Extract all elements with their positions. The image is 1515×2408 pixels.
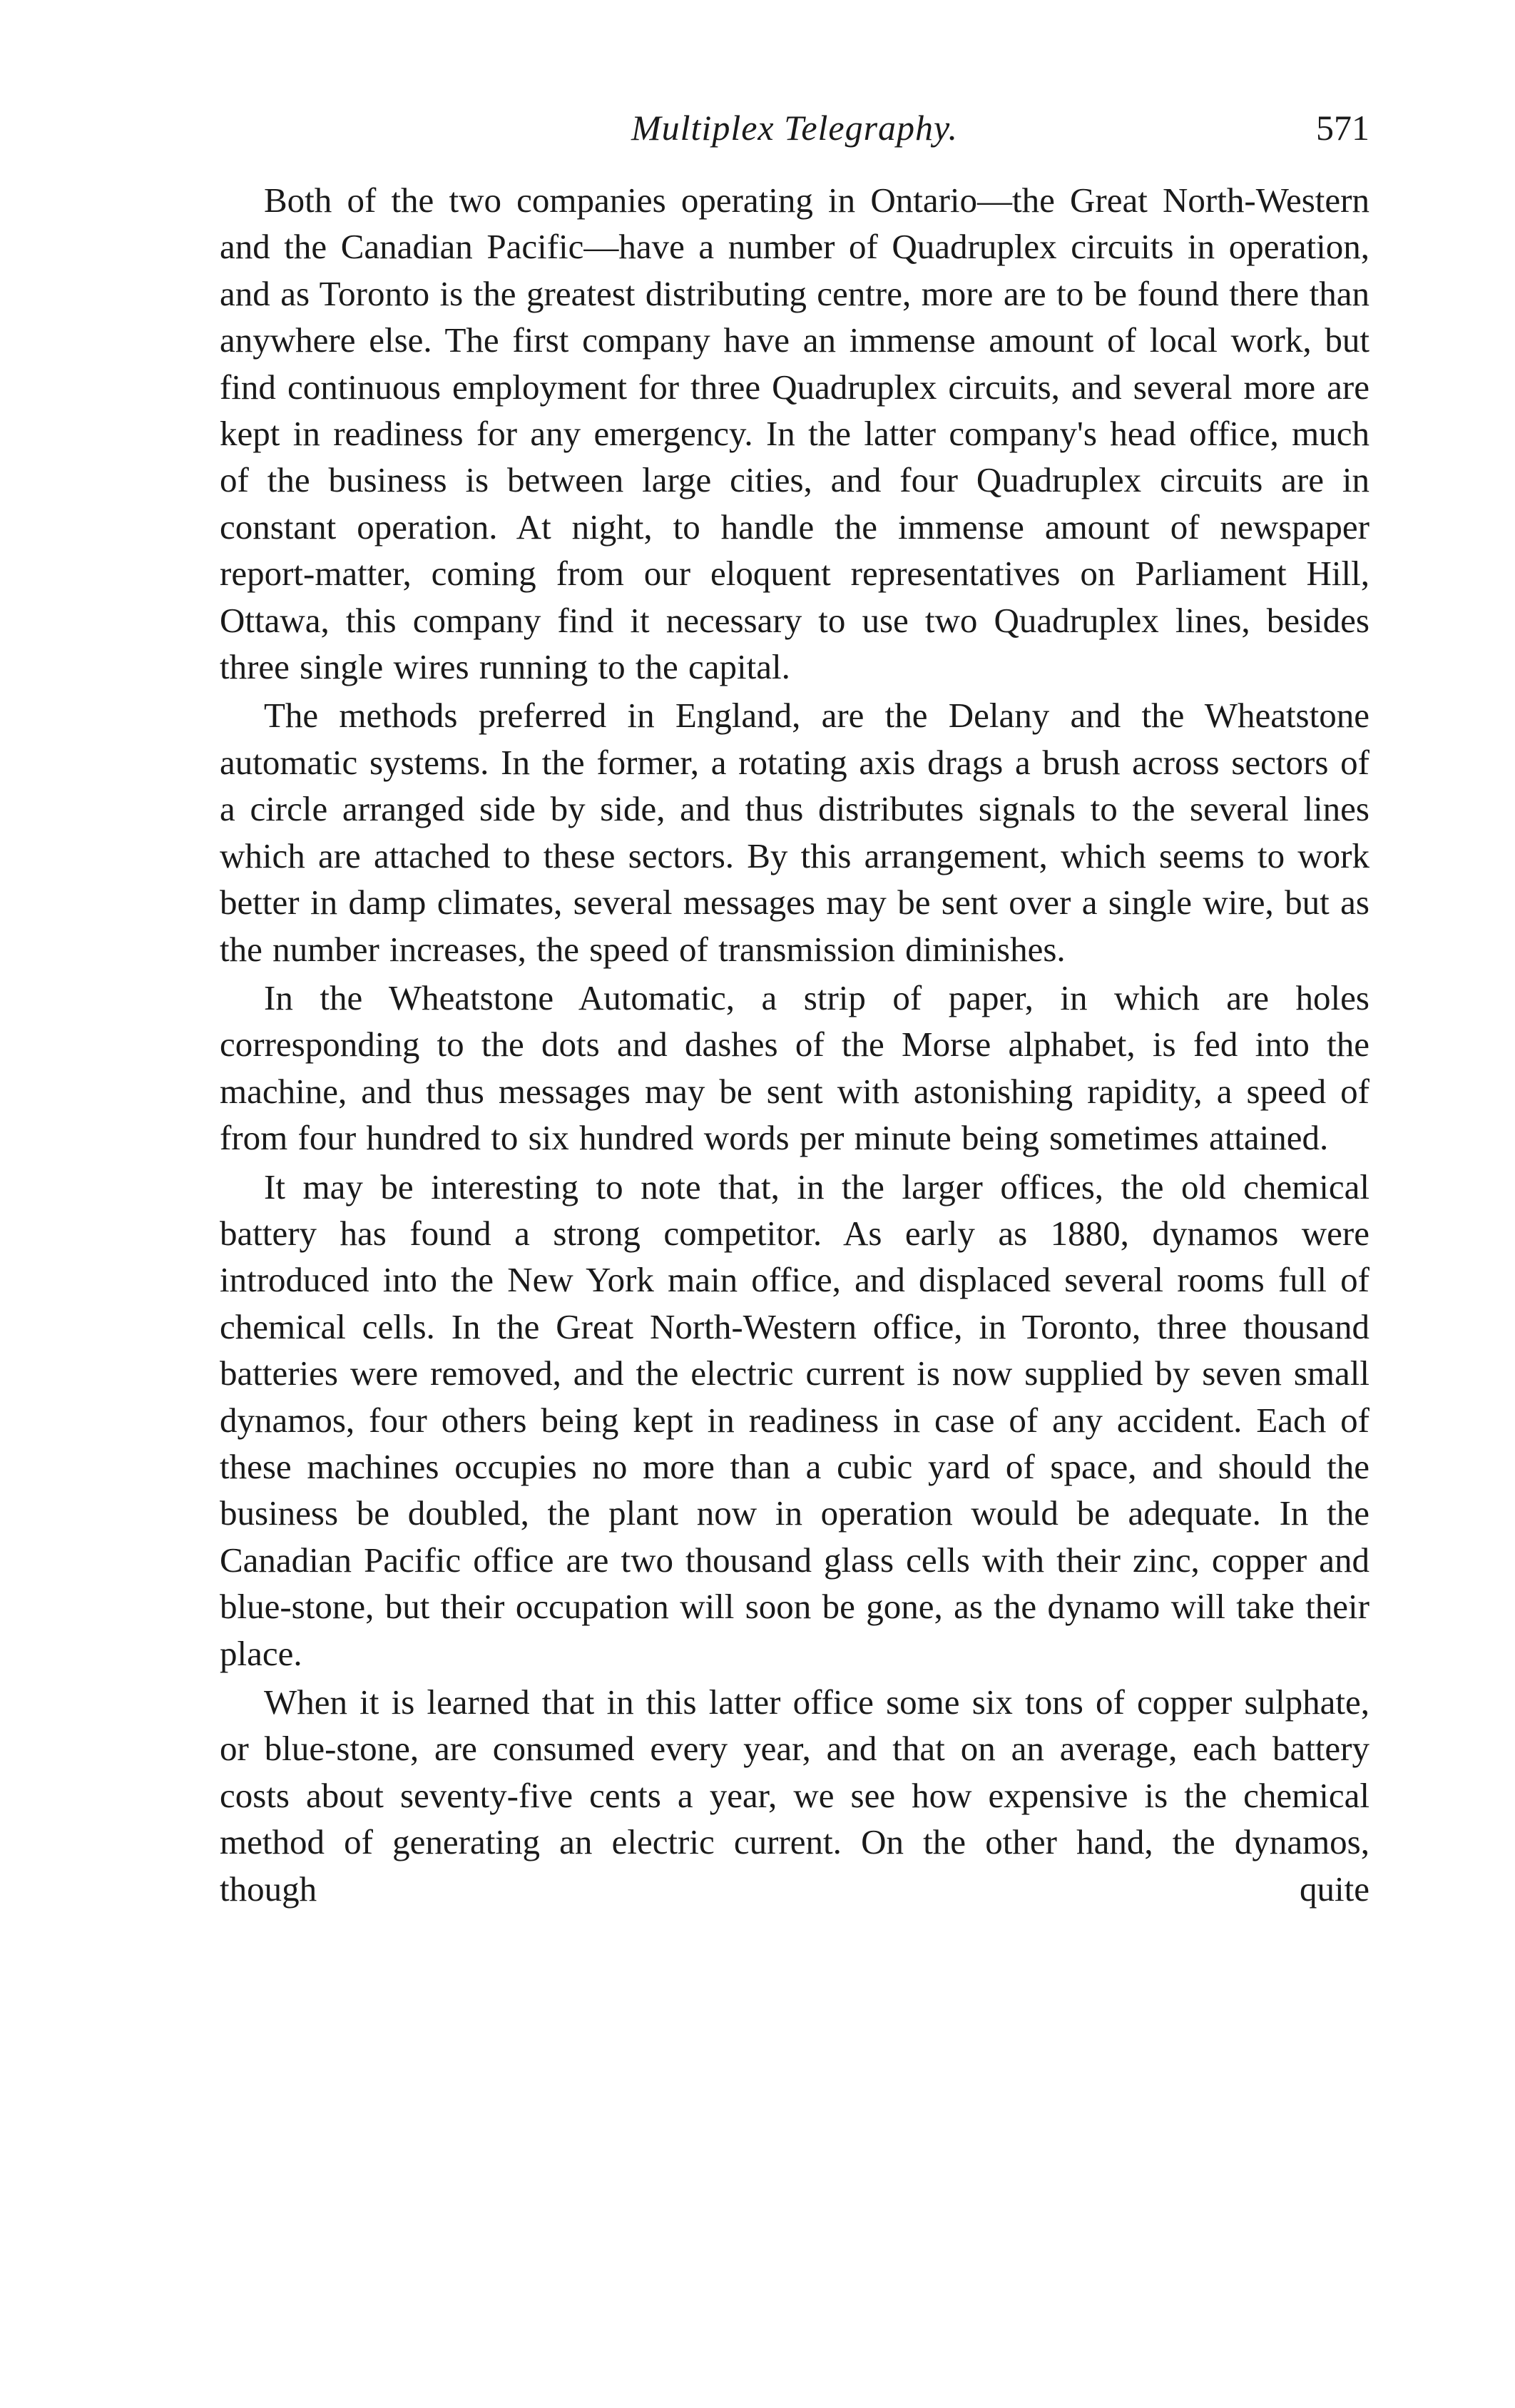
paragraph-quadruplex-ontario: Both of the two companies operating in Ontario—the Great North-Western and the Canadian Pacific—have a number of Quadruplex circuits in operation, and as Toronto is the greatest distributing centre, more are to be found there than anywhere else. The first company have an immense amount of local work, but find continuous employment for three Quadruplex circuits, and several more are kept in readiness for any emergency. In the latter company's head office, much of the business is between large cities, and four Quadruplex circuits are in constant operation. At night, to handle the immense amount of newspaper report-matter, coming from our eloquent representatives on Parliament Hill, Ottawa, this company find it necessary to use two Quadruplex lines, besides three single wires running to the capital. — [220, 181, 1369, 687]
paragraph-copper-sulphate: When it is learned that in this latter office some six tons of copper sulphate, or blue-stone, are consumed every year, and that on an average, each battery costs about seventy-five cents a year, we see how expensive is the chemical method of generating an electric current. On the other hand, the dynamos, though quite — [220, 1682, 1369, 1909]
paragraph-dynamos: It may be interesting to note that, in the larger offices, the old chemical battery has found a strong competitor. As early as 1880, dynamos were introduced into the New York main office, and displaced several rooms full of chemical cells. In the Great North-Western office, in Toronto, three thousand batteries were removed, and the electric current is now supplied by seven small dynamos, four others being kept in readiness in case of any accident. Each of these machines occupies no more than a cubic yard of space, and should the business be doubled, the plant now in operation would be adequate. In the Canadian Pacific office are two thousand glass cells with their zinc, copper and blue-stone, but their occupation will soon be gone, as the dynamo will take their place. — [220, 1167, 1369, 1673]
page-number: 571 — [1316, 108, 1369, 148]
body-text — [220, 177, 1369, 1912]
running-title: Multiplex Telegraphy. — [631, 108, 958, 148]
paragraph-england-methods: The methods preferred in England, are the Delany and the Wheatstone automatic systems. In the former, a rotating axis drags a brush across sectors of a circle arranged side by side, and thus distributes signals to the several lines which are attached to these sectors. By this arrangement, which seems to work better in damp climates, several messages may be sent over a single wire, but as the number increases, the speed of transmission diminishes. — [220, 696, 1369, 969]
paragraph-wheatstone-automatic: In the Wheatstone Automatic, a strip of paper, in which are holes corresponding to the dots and dashes of the Morse alphabet, is fed into the machine, and thus messages may be sent with astonishing rapidity, a speed of from four hundred to six hundred words per minute being sometimes attained. — [220, 977, 1369, 1158]
running-head — [220, 107, 1369, 171]
book-page — [220, 107, 1369, 1914]
